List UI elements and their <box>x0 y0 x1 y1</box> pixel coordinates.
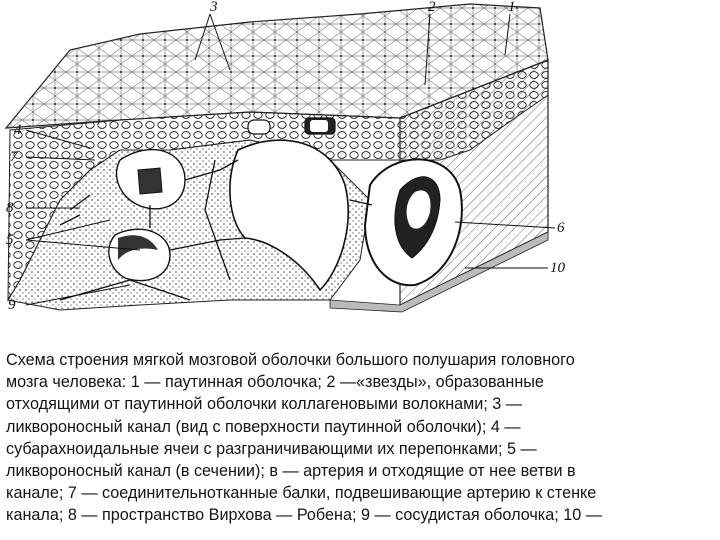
callout-label-1: 1 <box>508 0 516 15</box>
callout-label-9: 9 <box>8 297 16 313</box>
callout-label-3: 3 <box>210 0 218 15</box>
vessel-stub <box>138 168 162 194</box>
caption-line: отходящими от паутинной оболочки коллагеновыми волокнами; 3 — <box>6 395 522 414</box>
caption-line: канале; 7 — соединительнотканные балки, подвешивающие артерию к стенке <box>6 484 597 503</box>
callout-label-10: 10 <box>550 260 565 276</box>
caption-line: субарахноидальные ячеи с разграничивающими их перепонками; 5 — <box>6 439 537 458</box>
caption-line: мозга человека: 1 — паутинная оболочка; 2 —«звезды», образованные <box>6 373 544 392</box>
vessel-cylinder <box>310 120 328 132</box>
figure-caption <box>6 349 712 527</box>
caption-line: ликвороносный канал (в сечении); в — артерия и отходящие от нее ветви в <box>6 462 576 481</box>
callout-label-7: 7 <box>10 149 18 165</box>
callout-label-2: 2 <box>428 0 436 15</box>
callout-label-8: 8 <box>6 200 14 216</box>
vessel-cylinder <box>248 120 270 134</box>
callout-label-4: 4 <box>14 122 22 138</box>
caption-line: канала; 8 — пространство Вирхова — Робена; 9 — сосудистая оболочка; 10 — <box>6 506 602 525</box>
caption-line: ликвороносный канал (вид с поверхности паутинной оболочки); 4 — <box>6 417 521 436</box>
callout-label-5: 5 <box>6 232 14 248</box>
caption-line: Схема строения мягкой мозговой оболочки большого полушария головного <box>6 351 575 369</box>
callout-label-6: 6 <box>557 220 565 236</box>
